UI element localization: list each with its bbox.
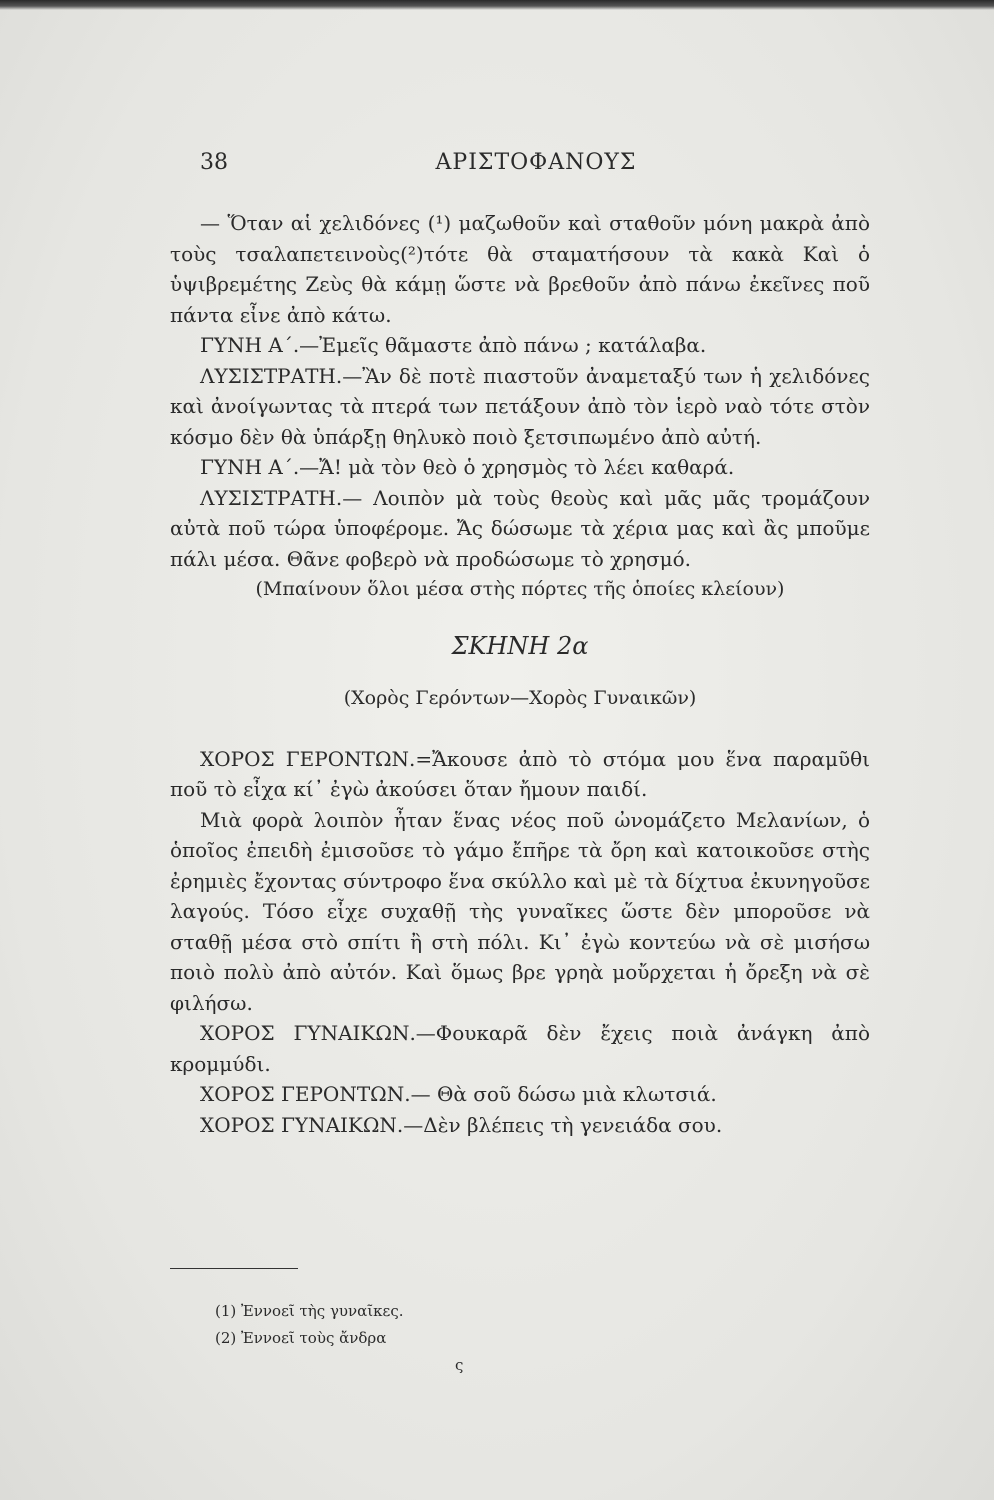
running-title: ΑΡΙΣΤΟΦΑΝΟΥΣ bbox=[435, 150, 637, 175]
scan-edge bbox=[0, 0, 994, 10]
footnote-rule bbox=[170, 1268, 298, 1269]
stage-direction: (Μπαίνουν ὅλοι μέσα στὴς πόρτες τῆς ὁποίες κλείουν) bbox=[255, 578, 785, 600]
footnotes bbox=[215, 1298, 403, 1352]
main-text bbox=[170, 208, 870, 1140]
dialogue-line: ΧΟΡΟΣ ΓΕΡΟΝΤΩΝ.=Ἄκουσε ἀπὸ τὸ στόμα μου ἕνα παραμῦθι ποῦ τὸ εἶχα κί᾽ ἐγὼ ἀκούσει ὅταν ἤμουν παιδί. bbox=[170, 746, 870, 801]
dialogue-line: ΧΟΡΟΣ ΓΕΡΟΝΤΩΝ.— Θὰ σοῦ δώσω μιὰ κλωτσιά. bbox=[200, 1082, 717, 1106]
dialogue-line: ΧΟΡΟΣ ΓΥΝΑΙΚΩΝ.—Δὲν βλέπεις τὴ γενειάδα σου. bbox=[200, 1112, 723, 1137]
signature-mark: ς bbox=[455, 1356, 464, 1374]
dialogue-line: ΓΥΝΗ Α΄.—Ἐμεῖς θᾶμαστε ἀπὸ πάνω ; κατάλαβα. bbox=[200, 333, 707, 357]
dialogue-line: ΛΥΣΙΣΤΡΑΤΗ.—Ἂν δὲ ποτὲ πιαστοῦν ἀναμεταξύ των ἡ χελιδόνες καὶ ἀνοίγωντας τὰ πτερά των πετάξουν ἀπὸ τὸν ἱερὸ ναὸ τότε στὸν κόσμο δὲν θὰ ὑπάρξῃ θηλυκὸ ποιὸ ξετσιπωμένο ἀπὸ αὐτή. bbox=[170, 363, 870, 449]
dialogue-line: ΧΟΡΟΣ ΓΥΝΑΙΚΩΝ.—Φουκαρᾶ δὲν ἔχεις ποιὰ ἀνάγκη ἀπὸ κρομμύδι. bbox=[170, 1021, 870, 1076]
dialogue-line: ΓΥΝΗ Α΄.—Ἄ! μὰ τὸν θεὸ ὁ χρησμὸς τὸ λέει καθαρά. bbox=[200, 455, 735, 479]
scene-title: ΣΚΗΝΗ 2α bbox=[451, 631, 589, 660]
paragraph: — Ὅταν αἱ χελιδόνες (¹) μαζωθοῦν καὶ σταθοῦν μόνη μακρὰ ἀπὸ τοὺς τσαλαπετεινοὺς(²)τότε θὰ σταματήσουν τὰ κακὰ Καὶ ὁ ὑψιβρεμέτης Ζεὺς θὰ κάμῃ ὥστε νὰ βρεθοῦν ἀπὸ πάνω ἐκεῖνες ποῦ πάντα εἶνε ἀπὸ κάτω. bbox=[170, 211, 870, 327]
dialogue-line: ΛΥΣΙΣΤΡΑΤΗ.— Λοιπὸν μὰ τοὺς θεοὺς καὶ μᾶς μᾶς τρομάζουν αὐτὰ ποῦ τώρα ὑποφέρομε. Ἄς δώσωμε τὰ χέρια μας καὶ ἂς μποῦμε πάλι μέσα. Θᾶνε φοβερὸ νὰ προδώσωμε τὸ χρησμό. bbox=[170, 485, 870, 571]
footnote: (1) Ἐννοεῖ τὴς γυναῖκες. bbox=[215, 1302, 404, 1320]
stage-direction: (Χορὸς Γερόντων—Χορὸς Γυναικῶν) bbox=[343, 687, 697, 709]
page-number: 38 bbox=[200, 150, 228, 175]
page-header bbox=[200, 150, 872, 184]
paragraph: Μιὰ φορὰ λοιπὸν ἦταν ἕνας νέος ποῦ ὠνομάζετο Μελανίων, ὁ ὁποῖος ἐπειδὴ ἐμισοῦσε τὸ γάμο ἔπῆρε τὰ ὄρη καὶ κατοικοῦσε στὴς ἐρημιὲς ἔχοντας σύντροφο ἕνα σκύλλο καὶ μὲ τὰ δίχτυα ἐκυνηγοῦσε λαγούς. Τόσο εἶχε συχαθῇ τὴς γυναῖκες ὥστε δὲν μποροῦσε νὰ σταθῇ μέσα στὸ σπίτι ἢ στὴ πόλι. Κι᾽ ἐγὼ κοντεύω νὰ σὲ μισήσω ποιὸ πολὺ ἀπὸ αὐτόν. Καὶ ὅμως βρε γρηὰ μοὔρχεται ἡ ὄρεξη νὰ σὲ φιλήσω. bbox=[170, 807, 870, 1015]
footnote: (2) Ἐννοεῖ τοὺς ἄνδρα bbox=[215, 1329, 387, 1347]
